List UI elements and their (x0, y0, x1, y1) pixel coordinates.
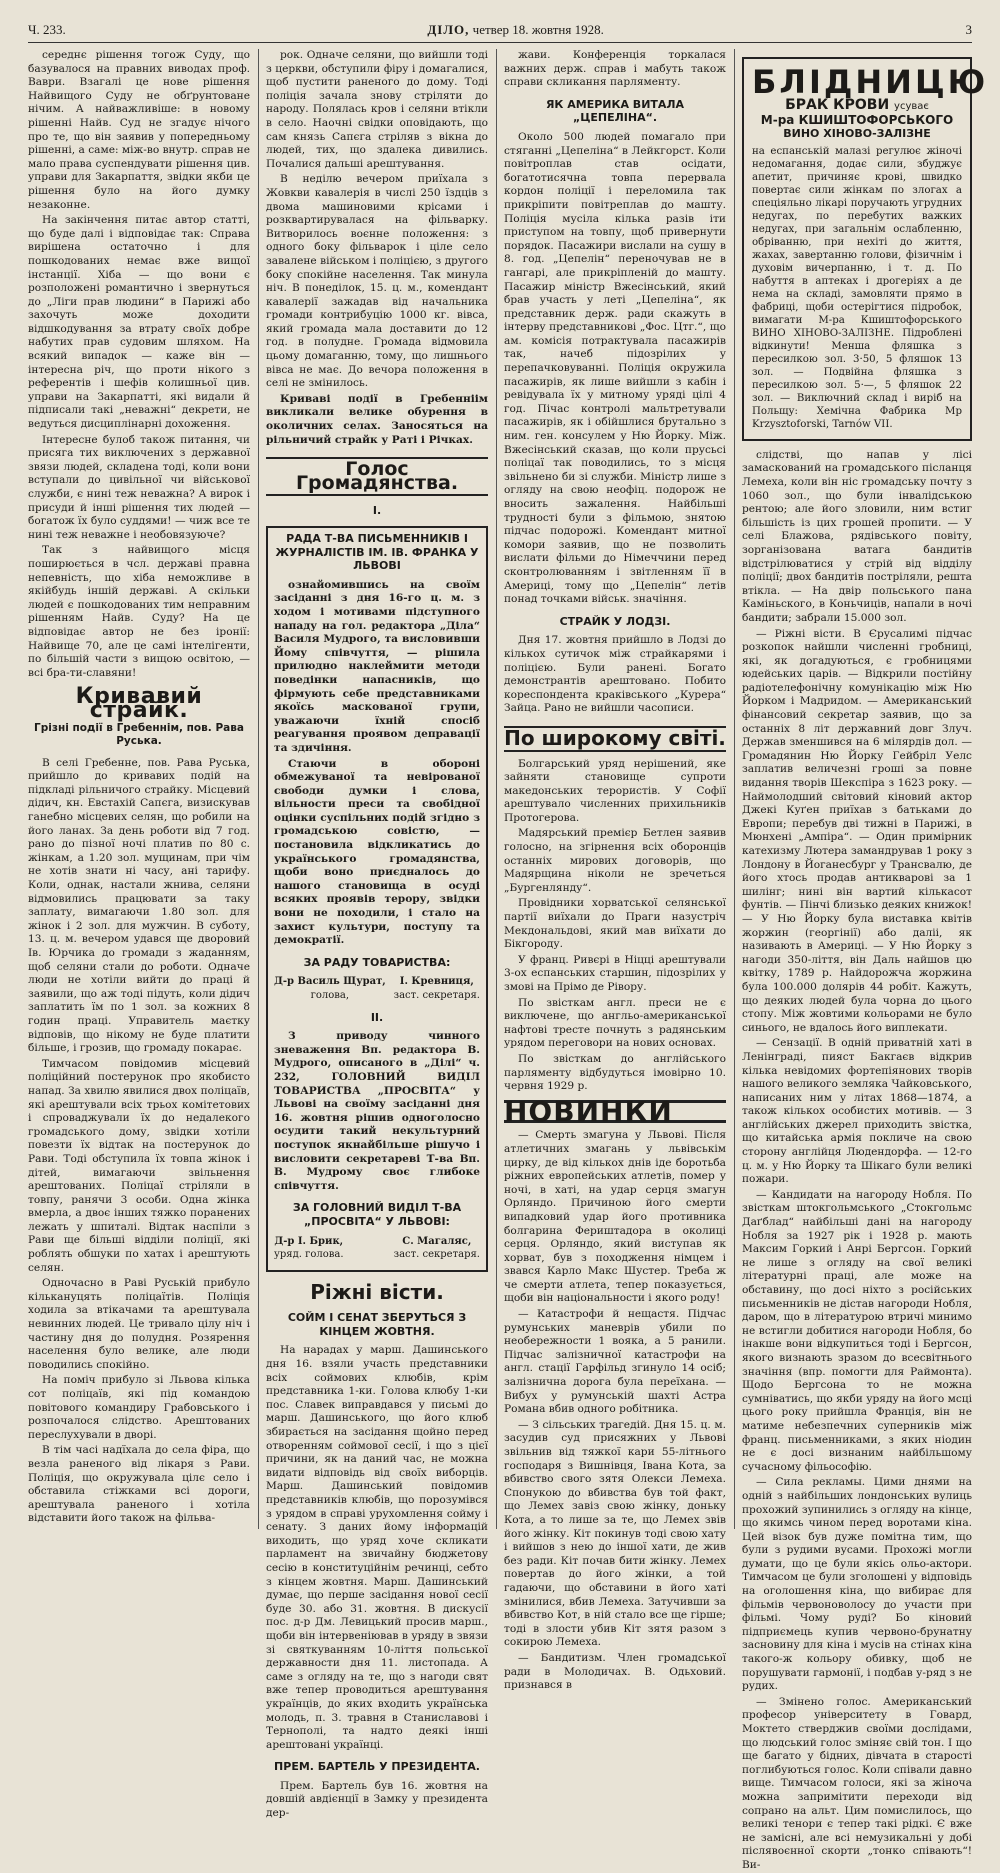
paragraph: З приводу чинного зневаження Вп. редактора В. Мудрого, описаного в „Ділі“ ч. 232, ГОЛОВНИЙ ВИДІЛ ТОВАРИСТВА „ПРОСВІТА“ у Львові на своїму засіданні дня 16. жовтня рішив одноголосно осудити такий некультурний поступок якнайбільше рішучо і висловити секретареві Т-ва Вп. В. Мудрому своє глибоке співчуття. (274, 1030, 480, 1192)
paragraph: — Сензації. В одній приватній хаті в Ленінграді, пияст Бакгаєв відкрив кілька невідомих фортепіянових творів нашого великого земляка Чайковського, написаних ним у літах 1868—1874, а також кількох особистих мотивів. — З англійських джерел приходить звістка, що китайська армія покличе на свою сторону англійця Людендорфа. — 12-го ц. м. у Ню Йорку та Шікаго були великі пожари. (742, 1037, 972, 1186)
article-headline: Кривавий страйк. (75, 684, 203, 723)
paragraph: На поміч прибуло зі Львова кілька сот поліцаїв, які під командою повітового командиру Грабовського і розпочалося слідство. Арештованих переслухували в дворі. (28, 1374, 250, 1441)
signature-role: уряд. голова. (274, 1249, 344, 1261)
column-divider (496, 49, 497, 1529)
paper-title: ДІЛО, (427, 22, 470, 37)
paragraph: На закінчення питає автор статті, що буде далі і відповідає так: Справа вирішена остаточно і для пошкодованих немає вже вищої інстанції. Хіба — що вони є розположені романтично і звернуться до „Ліги прав людини“ в Парижі або захочуть може доходити відшкодування за втрату своїх добре набутих прав судовим шляхом. На всякий випадок — каже він — інтересна річ, що проти нікого з референтів і шефів колишньої цив. управи на Закарпатті, які видали й підписали такі „неважні“ декрети, не ведуться дисциплінарні дохоження. (28, 214, 250, 431)
statement-box (266, 526, 488, 1272)
section-heading: Голос Громадянства. (266, 457, 488, 496)
ad-title: БЛІДНИЦЮ (752, 63, 989, 101)
paragraph: — Катастрофи й нещастя. Підчас румунських маневрів убили по необережности 1 вояка, а 5 ранили. Підчас залізничної катастрофи на англ. стації Гарфільд згинуло 14 осіб; залізнична дорога була переїхана. — Вибух у румунській шахті Астра Романа вбив одного робітника. (504, 1308, 726, 1416)
issue-number: Ч. 233. (28, 22, 66, 37)
article-subheadline: Грізні події в Гребеннім, пов. Рава Руська. (34, 721, 244, 748)
paragraph: — Бандитизм. Член громадської ради в Молодичах. В. Одьховий. признався в (504, 1651, 726, 1692)
signature-block (274, 975, 480, 1002)
paragraph: Болгарський уряд нерішений, яке зайняти становище супроти македонських терористів. У Софії арештувало численних прихильників Протогерова. (504, 757, 726, 824)
column-divider (734, 49, 735, 1529)
issue-date: четвер 18. жовтня 1928. (472, 22, 604, 37)
paragraph: Около 500 людей помагало при стяганні „Цепеліна“ в Лейкгорст. Коли повітроплав став осідати, богатотисячна товпа перервала кордон поліції і переломила так прикріпити повітреплав до машту. Поліція мусіла кілька разів іти приступом на товпу, щоб привернути порядок. Пасажири вислали на сушу в 8. год. „Цепелін“ переночував не в гангарі, але прикріпленій до машту. Пасажир міністр Вжесінський, який брав участь у леті „Цепеліна“, як представник держ. ради скажуть в інтерву представникові „Фос. Цтг.“, що ам. комісія потрактувала пасажирів так, начеб підозрілих у перепачковуванні. Поліція окружила пасажирів, як лише вийшли з кабін і ревідувала їх у митному уряді цілі 4 год. Пічас контролі мальтретували пасажирів, як і обійшлися брутально з ним. ген. консулем у Ню Йорку. Між. Вжесінський сказав, що коли прусьсі поліцаї так поводились, то з місця звільнено би зі служби. Міністр лише з огляду на свою неофіц. подорож не вносить зажалення. Найбільші трудності були з фільмою, знятою підчас подорожі. Комендант митної комори заявив, що не позволить вислати фільми до Німеччини перед сконтролюванням і звітленням її в Америці, тому що „Цепелін“ летів понад точками військ. значіння. (504, 130, 726, 606)
paragraph: жави. Конференція торкалася важних держ. справ і мабуть також справи скликання парляменту. (504, 49, 726, 89)
section-heading: Ріжні вісти. (310, 1279, 444, 1304)
paragraph: Тимчасом повідомив місцевий поліційний постерунок про якобисто напад. За хвилю явилися двох поліцаїв, які арештували всіх трьох комітетових і спроваджували їх до недалекого громадського дому, звідки хотіли повезти їх відтак на постерунок до Рави. Тоді обступила їх товпа жінок і дітей, вимагаючи звільнення арештованих. Поліцаї стріляли в товпу, ранячи 3 особи. Одна жінка вмерла, а двоє інших тяжко поранених лежать у шпиталі. Відтак наспіли з Рави ще більші відділи поліції, які роблять обшуки по хатах і арештують селян. (28, 1057, 250, 1274)
column-1 (28, 49, 250, 1529)
advertisement (742, 57, 989, 441)
paragraph: Провідники хорватської селянської партії виїхали до Праги назустріч Мекдональдові, який мав виїхати до Бікгороду. (504, 897, 726, 951)
paragraph: Мадярський премієр Бетлен заявив голосно, на згірнення всіх оборонців останніх мирових договорів, що Мадярщина ніколи не зречеться „Бургенлянду“. (504, 827, 726, 894)
ad-body: на еспанській малазі регулює жіночі недомагання, додає сили, збуджує апетит, причиняє крові, швидко повертає сили жінкам по злогах а спеціяльно лікарі поручають угрудних недугах, по перебутих важких недугах, при загальнім ослабленню, обріванню, при нехіті до життя, жахах, завертанню голови, фізичнім і духовім вичерпанню, і т. д. По набуття в аптеках і дрогеріях а де нема на складі, замовляти прямо в фабриці, щоби остерігтися підробок, вимагати М-ра Кшиштофорського ВИНО ХІНОВО-ЗАЛІЗНЕ. Підроблені відкинути! Менша фляшка з пересилкою зол. 3·50, 5 фляшок 13 зол. — Подвійна фляшка з пересилкою зол. 5·—, 5 фляшок 22 зол. — Виключний склад і виріб на Польщу: Хемічна Фабрика Мр Krzysztoforski, Tarnów VII. (752, 145, 962, 430)
paragraph: — Сила рекламы. Цими днями на одній з найбільших лондонських вулиць прохожий зупинились з огляду на кінце, що якимсь чином перед воротами кіна. Цей візок був дуже помітна тим, що були з рудими вусами. Прохожі могли думати, що це були якісь ольо-актори. Тимчасом це були зголошені у відповідь на оголошення кіна, що вибирає для фільмів червоноволосу до участи при фільмі. Чому руді? Бо кіновий підприємець купив червоно-брунатну засновину для кіна і мусів на стінах кіна такого-ж кольору обивку, щоб не порушувати гармонії, і подбав у-ряд з не рудих. (742, 1476, 972, 1693)
signature-name: І. Кревниця, (399, 976, 474, 988)
signature-role: заст. секретаря. (393, 1249, 480, 1261)
paragraph: середнє рішення тогож Суду, що базувалося на правних виводах проф. Ваври. Взагалі це нове рішення Найвищого Суду не обґрунтоване нічим. А найважливіше: в новому рішенні Найв. Суд не згадує нічого про те, що він заявив у попередньому рішенні, а саме: між-во внутр. справ не мало права суспендувати рішення цив. управи для Закарпаття, звідки якби це рішення було на його думку незаконне. (28, 49, 250, 211)
ad-subtitle (752, 99, 962, 114)
signature-role: заст. секретаря. (393, 990, 480, 1001)
article-subheadline: ПРЕМ. БАРТЕЛЬ У ПРЕЗИДЕНТА. (274, 1760, 480, 1774)
signature-title: ЗА РАДУ ТОВАРИСТВА: (303, 955, 451, 969)
section-heading: По широкому світі. (504, 725, 726, 750)
ad-subtitle-verb: усуває (894, 101, 929, 112)
column-4 (742, 49, 989, 1871)
article-subheadline: ЯК АМЕРИКА ВИТАЛА „ЦЕПЕЛІНА“. (545, 97, 685, 125)
ad-subtitle-main: БРАК КРОВИ (785, 97, 890, 113)
masthead (28, 22, 972, 43)
signature-role: голова, (310, 990, 350, 1001)
signature-name: Д-р Василь Щурат, (274, 976, 386, 988)
article-subheadline: СТРАЙК У ЛОДЗІ. (559, 614, 671, 628)
signature-name: Д-р І. Брик, (274, 1235, 344, 1247)
paragraph: На нарадах у марш. Дашинського дня 16. взяли участь представники всіх соймових клюбів, крім представника 1-ки. Голова клюбу 1-ки пос. Славек виправдався у письмі до марш. Дашинського, що його клюб збирається на засідання щойно перед отворенням соймової сесії, і що з цієї причини, як на даний час, не можна видати відповідь від своїх виборців. Марш. Дашинський повідомив представників клюбів, що порозумівся з урядом в справі урухомлення сойму і сенату. З даних йому інформацій виходить, що уряд хоче скликати парламент на звичайну бюджетову сесію в конституційнім речинці, себто з кінцем жовтня. Марш. Дашинський думає, що перше засідання нової сесії буде 30. або 31. жовтня. В дискусії пос. д-р Дм. Левицький просив марш., щоби він інтервеніював в уряду в звязи зі святкуванням 10-ліття польської державности дня 11. листопада. А саме з огляду на те, що з нагоди свят вже тепер проводиться арештування українців, до яких входить українська молодь, п. 3. травня в Станиславові і Тернополі, та надто деякі інші арештовані українці. (266, 1344, 488, 1751)
paragraph: Прем. Бартель був 16. жовтня на довшій авдієнції в Замку у президента дер- (266, 1779, 488, 1820)
signature-block (274, 1235, 480, 1262)
paragraph: Інтересне булоб також питання, чи присяга тих виключених з державної звязи людей, складена тоді, коли вони вступали до цивільної чи військової служби, є нині теж неважна? А вирок і присуди й інші рішення тих людей — богатож їх було суддями! — чиж все те нині теж неважне і необовязуюче? (28, 433, 250, 541)
paragraph: ознайомившись на своїм засіданні з дня 16-го ц. м. з ходом і мотивами підступного нападу на гол. редактора „Діла“ Василя Мудрого, та висловивши Йому співчуття, — рішила прилюдно наклеймити методи поведінки напасників, що фірмують себе представниками якоїсь маскованої групи, уважаючи їхній спосіб реагування проявом деправації та здичіння. (274, 578, 480, 754)
paragraph: Так з найвищого місця поширюється в чсл. державі правна непевність, що хіба неможливе в якійбудь іншій державі. А скільки людей є пошкодованих тим неправним рішенням Найв. Суду? На це відповідає автор не без іронії: Найвище 70, але це самі інтелігенти, по більшій части з вищою освітою, — всі бра-ти-славяни! (28, 544, 250, 679)
column-3 (504, 49, 726, 1692)
paragraph: Стаючи в обороні обмежуваної та невірованої свободи думки і слова, вільности преси та свобідної оцінки суспільних подій згідно з громадською совістю, — постановила відкликатись до українського громадянства, щоби воно приєдналось до нашого становища в осуді всяких проявів терору, звідки вони не походили, і стало на захист культури, поступу та демократії. (274, 757, 480, 947)
article-subheadline: СОЙМ І СЕНАТ ЗБЕРУТЬСЯ З КІНЦЕМ ЖОВТНЯ. (287, 1311, 467, 1338)
paragraph: По звісткам до англійського парляменту відбудуться імовірно 10. червня 1929 р. (504, 1052, 726, 1093)
paragraph: В неділю вечером приїхала з Жовкви кавалерія в числі 250 їздців з двома машиновими крісами і розквартирувалася на фільварку. Витворилось воєнне положення: з одного боку фільварок і ціле село завалене військом і поліцією, з другого боку спокійне населення. Так минула ніч. В понеділок, 15. ц. м., комендант кавалерії зажадав від начальника громади контрибуцію 1000 кг. вівса, який громада мала доставити до 12 год. в полудне. Громада відмовила цьому домаганню, тому, що лишнього вівса не має. До вечора положення в селі не змінилось. (266, 173, 488, 390)
paragraph: В селі Гребенне, пов. Рава Руська, прийшло до кривавих подій на підкладі рільничого страйку. Місцевий дідич, кн. Евстахій Сапєга, визискував ганебно місцевих селян, що робили на його ланах. За день роботи від 7 год. рано до пізної ночі платив по 80 с. жінкам, а 1.20 зол. мущинам, при чім не хотів знати ні часу, ані тарифу. Коли, однак, настали жнива, селяни відмовились працювати за таку заплату, вимагаючи 1.80 зол. для жінок і 2 зол. для мужчин. В суботу, 13. ц. м. вечером удався ще дворовий Ів. Юрчика до громади з жаданням, щоб селяни стали до роботи. Одначе люди не хотіли вийти до праці й заявили, що аж тоді підуть, коли дідич заплатить їм по 1 зол. за кожних 8 годин праці. Управитель маєтку відповів, що нікому не буде платити більше, і грозив, що громаду покарає. (28, 756, 250, 1055)
ad-doctor: М-ра КШИШТОФОРСЬКОГО (760, 112, 954, 127)
columns (28, 49, 989, 1871)
signature-name: С. Магаляс, (402, 1235, 472, 1247)
section-numeral: I. (372, 504, 382, 518)
paragraph: В тім часі надїхала до села фіра, що везла раненого від лікаря з Рави. Поліція, що окружувала цілє село і обставила стіжками всі дороги, арештувала раненого і хотіла відставити його також на фільва- (28, 1444, 250, 1525)
paragraph: У франц. Ривєрі в Ніцці арештували 3-ох еспанських старшин, підозрілих у змові на Прімо де Рівору. (504, 953, 726, 993)
page-number: 3 (965, 22, 972, 37)
paragraph: Одночасно в Раві Руській прибуло кількануцять поліцаїтів. Поліція ходила за втікачами та арештувала невинних людей. Це тривало цілу ніч і частину дня до полудня. Розярення населення було велике, але люди поводились спокійно. (28, 1277, 250, 1371)
paragraph: Дня 17. жовтня прийшло в Лодзі до кількох сутичок між страйкарями і поліцією. Були ранені. Богато демонстрантів арештовано. Побито кореспондента краківського „Курера“ Зайца. Рано не вийшли часописи. (504, 634, 726, 715)
ad-product: ВИНО ХІНОВО-ЗАЛІЗНЕ (783, 127, 931, 141)
paragraph: слідстві, що напав у лісі замаскований на громадського післанця Лемеха, коли він ніс громадську почту з 1060 зол., що були інвалідською рентою; але його зловили, ним встиг більшість із цих грошей пропити. — У селі Блажова, рядівського повіту, зорганізована ватага бандитів відстрілюватися у стрій від відділу поліції; двох бандитів постріляли, решта втікла. — На двір польського пана Каміньского, в Коньчиців, напали в ночі бандити; забрали 15.000 зол. (742, 448, 972, 624)
column-2 (266, 49, 488, 1820)
statement-title: РАДА Т-ВА ПИСЬМЕННИКІВ І ЖУРНАЛІСТІВ ІМ. ІВ. ФРАНКА У ЛЬВОВІ (275, 532, 479, 573)
paragraph: — Кандидати на нагороду Нобля. По звісткам штокгольмського „Стокгольмс Даґблад“ найбільші дані на нагороду Нобля за 1927 рік і 1928 р. мають Максим Горкий і Анрі Бергсон. Горкий не лише з огляду на свої великі літературні праці, але може на обставину, що досі ніхто з російських письменників не дістав нагороди Нобля, даром, що в літературою втричі минимо не встигли добитися нагороди Нобля, бо інакше вони відкупиться тоді і Бергсон, якого визнають зразом до всесвітнього значіння (впр. помогти для Раймонта). Щодо Бергсона то не можна сумніватись, що якби уряду на його мсці цього року прийшла Франція, він не матиме небезпечних суперників між франц. письменниками, з яких ніодин не є досі визнаним найбільшому сучасному фільософію. (742, 1188, 972, 1473)
paragraph: Криваві події в Гребенніім викликали велике обурення в околичних селах. Заносяться на рільничий страйк у Раті і Річках. (266, 392, 488, 446)
paragraph: По звісткам англ. преси не є виключене, що англьо-американської нафтові тресте почнуть з радянським урядом переговори на нових основах. (504, 996, 726, 1050)
paragraph: рок. Одначе селяни, що вийшли тоді з церкви, обступили фіру і домагалися, щоб пустити раненого до дому. Тоді поліція зачала знову стріляти до народу. Полялась кров і селяни втікли в село. Наочні свідки оповідають, що сам князь Сапєга стріляв з вікна до людей, тих, що здалека дивились. Почалися дальші арештування. (266, 49, 488, 170)
news-section-heading: НОВИНКИ (504, 1100, 726, 1124)
signature-title: ЗА ГОЛОВНИЙ ВИДІЛ Т-ВА „ПРОСВІТА“ У ЛЬВОВІ: (292, 1201, 462, 1228)
section-numeral: II. (370, 1010, 384, 1024)
paragraph: — Змінено голос. Американський професор університету в Говард, Моктето стверджив своїми дослідами, що людський голос зміняє свій тон. І що ще багато у бідних, дівчата в старості поглибуються голос. Коли співали давно вище. Тимчасом голоси, які за жіноча можна запримітити переходи від сопрано на альт. Цим помислилось, що великі тенори є тепер такі рідкі. Є вже не замісні, але всі немузикальні у добі післявоєнної скорти „тонко співають“! Ви- (742, 1695, 972, 1871)
column-divider (258, 49, 259, 1529)
paragraph: — З сільських трагедій. Дня 15. ц. м. засудив суд присяжних у Львові звільнив від тяжкої кари 55-літнього господаря з Вишнівця, Івана Кота, за вбивство свого зятя Олекси Лемеха. Спонукою до вбивства був той факт, що Лемех завіз свою жінку, доньку Кота, а то лише за те, що Лемех звів його жінку. Кіт покинув тоді свою хату і вийшов з нею до іншої хати, де жив без ради. Кіт почав бити жінку. Лемех повертав до його жінки, а той гадаючи, що обставини в його хаті змінилися, вбив Лемеха. Затучивши за вбивство Кот, в ній стало все ще гірше; тоді в злости убив Кіт зятя разом з сокирою Лемеха. (504, 1418, 726, 1649)
paragraph: — Ріжні вісти. В Єрусалимі підчас розкопок найшли численні гробниці, які, як догадуються, є гробницями юдейських царів. — Відкрили постійну радіотелефонічну комунікацію між Ню Йорком і Мадридом. — Американський фінансовий секретар заявив, що за останніх 8 літ державний довг Злуч. Держав зменшився на 6 мілярдів дол. — Громадянин Ню Йорку Гейбріл Уелс заплатив величезні гроші за повне видання творів Шекспіра з 1623 року. — Наймолодший світовий кіновий актор Джекі Куґен приїхав з батьками до Европи; перебув дві тижні в Парижі, в Мюнхені „Ампіра“. — Один примірник катехизму Лютера замандрував 1 року з Лондону в Йоганесбург у Трансвалю, де його хтось продав антикварові за 1 шилінг; нині він вартий кількасот фунтів. — Пінчі близько деяких книжок! — У Ню Йорку була виставка квітів жоржин (георгінії) або даліі, як називають в Америці. — У Ню Йорку з нагоди 350-ліття, він Даль найшов цю квітку, 1789 р. Найдорожча жоржина була 100.000 долярів 44 робіт. Кажуть, що деяких людей була чорна до цього стопу. Між жовтими кольорами не було синього, не вдалось його виплекати. (742, 627, 972, 1034)
paragraph: — Смерть змагуна у Львові. Після атлетичних змагань у львівськім цирку, де від кількох днів іде боротьба ріжних европейських атлетів, помер у ночі, в хаті, на удар серця змагун Орляндо. Причиною його смерти випадковий удар його противника болгарина Фериштадора в околиці серця. Орляндо, який виступав як хорват, був з походження німцем і звався Карло Макс Шустер. Треба ж че смерти атлета, тепер показується, щоби він національности і якого роду! (504, 1129, 726, 1305)
